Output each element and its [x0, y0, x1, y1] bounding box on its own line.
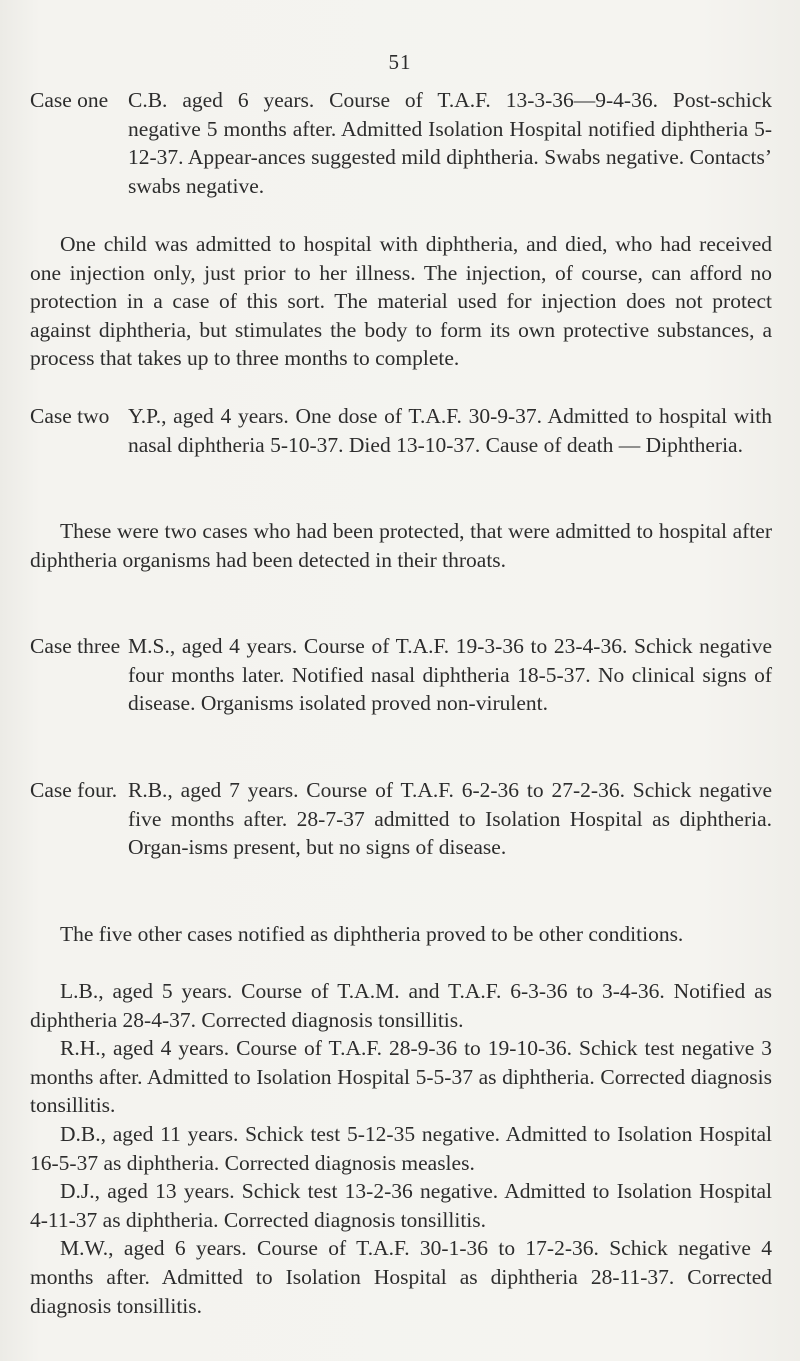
- paragraph-2: These were two cases who had been protected, that were admitted to hospital after diphtheria organisms had been detected in their throats.: [30, 519, 772, 572]
- case-one-label: Case one: [30, 88, 109, 112]
- paragraph-3: The five other cases notified as diphtheria proved to be other conditions.: [60, 922, 684, 946]
- other-case-item: L.B., aged 5 years. Course of T.A.M. and T.A.F. 6-3-36 to 3-4-36. Notified as diphtheria 28-4-37. Corrected diagnosis tonsillitis.: [30, 979, 772, 1032]
- case-one: [30, 86, 772, 200]
- other-case-item: D.B., aged 11 years. Schick test 5-12-35 negative. Admitted to Isolation Hospital 16-5-37 as diphtheria. Corrected diagnosis measles.: [30, 1121, 772, 1175]
- case-three: [30, 632, 772, 718]
- case-four-text: R.B., aged 7 years. Course of T.A.F. 6-2-36 to 27-2-36. Schick negative five months after. 28-7-37 admitted to Isolation Hospital as diphtheria. Organ-isms present, but no signs of disease.: [128, 778, 772, 860]
- other-cases-list: [30, 977, 772, 1320]
- other-case-item: R.H., aged 4 years. Course of T.A.F. 28-9-36 to 19-10-36. Schick test negative 3 months after. Admitted to Isolation Hospital 5-5-37 as diphtheria. Corrected diagnosis tonsillitis.: [30, 1036, 772, 1118]
- case-two-text: Y.P., aged 4 years. One dose of T.A.F. 30-9-37. Admitted to hospital with nasal diphtheria 5-10-37. Died 13-10-37. Cause of death — Diphtheria.: [128, 404, 772, 457]
- page-number: 51: [388, 50, 412, 74]
- case-four-label: Case four.: [30, 778, 118, 802]
- other-case-item: D.J., aged 13 years. Schick test 13-2-36 negative. Admitted to Isolation Hospital 4-11-37 as diphtheria. Corrected diagnosis tonsillitis.: [30, 1179, 772, 1232]
- paragraph-1: One child was admitted to hospital with diphtheria, and died, who had received one injection only, just prior to her illness. The injection, of course, can afford no protection in a case of this sort. The material used for injection does not protect against diphtheria, but stimulates the body to form its own protective substances, a process that takes up to three months to complete.: [30, 232, 772, 371]
- other-case-item: M.W., aged 6 years. Course of T.A.F. 30-1-36 to 17-2-36. Schick negative 4 months after. Admitted to Isolation Hospital as diphtheria 28-11-37. Corrected diagnosis tonsillitis.: [30, 1236, 772, 1318]
- case-two-label: Case two: [30, 404, 110, 428]
- case-three-text: M.S., aged 4 years. Course of T.A.F. 19-3-36 to 23-4-36. Schick negative four months later. Notified nasal diphtheria 18-5-37. No clinical signs of disease. Organisms isolated proved non-virulent.: [128, 634, 772, 716]
- case-four: [30, 776, 772, 862]
- case-one-text: C.B. aged 6 years. Course of T.A.F. 13-3-36—9-4-36. Post-schick negative 5 months after. Admitted Isolation Hospital notified diphtheria 5-12-37. Appear-ances suggested mild diphtheria. Swabs negative. Contacts’ swabs negative.: [128, 88, 772, 198]
- case-three-label: Case three: [30, 634, 121, 658]
- case-two: [30, 402, 772, 459]
